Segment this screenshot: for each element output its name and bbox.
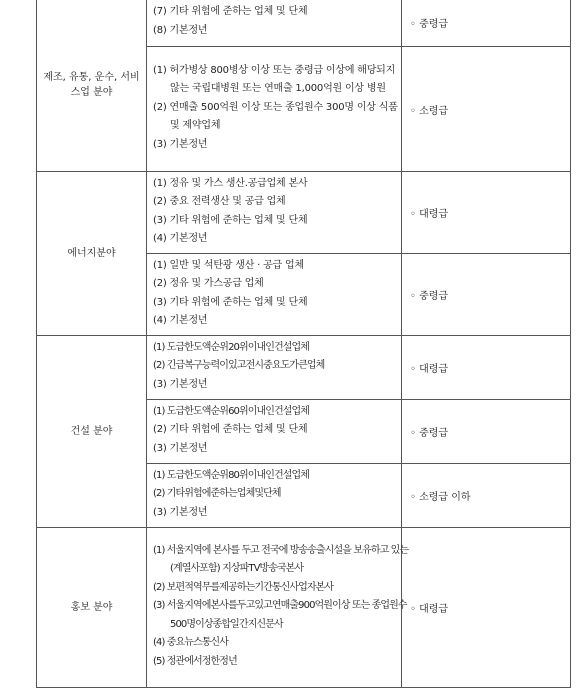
grade-cell: ◦ 소령급 이하 [402, 464, 571, 528]
grade-cell: ◦ 소령급 [402, 47, 571, 172]
criteria-line: (1) 정유 및 가스 생산.공급업체 본사 [153, 177, 308, 189]
grade-cell: ◦ 대령급 [402, 172, 571, 254]
sector-cell: 홍보 분야 [37, 528, 147, 688]
grade-cell: ◦ 대령급 [402, 336, 571, 400]
criteria-cell [147, 47, 402, 172]
criteria-line: (3) 기본정년 [153, 442, 208, 454]
criteria-cell [147, 528, 409, 688]
criteria-line: (5) 정관에서정한정년 [153, 655, 237, 667]
criteria-line: (4) 중요뉴스통신사 [153, 637, 229, 649]
criteria-line: (1) 도급한도액순위20위이내인건설업체 [153, 341, 310, 353]
military-grade-table [36, 0, 571, 688]
sector-cell: 제조, 유통, 운수, 서비스업 분야 [37, 0, 147, 172]
criteria-cell [147, 254, 402, 336]
criteria-cell [147, 172, 402, 254]
criteria-line: 및 제약업체 [170, 120, 221, 132]
criteria-line: (1) 도급한도액순위60위이내인건설업체 [153, 405, 310, 417]
criteria-line: (2) 중요 전력생산 및 공급 업체 [153, 196, 286, 207]
criteria-cell [147, 400, 402, 464]
criteria-line: (4) 기본정년 [153, 233, 208, 244]
criteria-line: (7) 기타 위험에 준하는 업체 및 단체 [153, 6, 308, 17]
criteria-line: 500명이상종합일간지신문사 [170, 618, 283, 630]
grade-cell: ◦ 중령급 [402, 254, 571, 336]
criteria-line: (1) 허가병상 800병상 이상 또는 중령급 이상에 해당되지 [153, 64, 396, 76]
criteria-line: (2) 기타 위험에 준하는 업체 및 단체 [153, 424, 308, 436]
criteria-cell [147, 0, 402, 47]
criteria-line: (2) 정유 및 가스공급 업체 [153, 278, 264, 289]
criteria-line: (2) 긴급복구능력이있고전시중요도가큰업체 [153, 360, 325, 372]
criteria-cell [147, 464, 402, 528]
criteria-line: (3) 기타 위험에 준하는 업체 및 단체 [153, 214, 308, 226]
criteria-line: 않는 국립대병원 또는 연매출 1,000억원 이상 병원 [170, 83, 386, 95]
criteria-line: (3) 기타 위험에 준하는 업체 및 단체 [153, 296, 308, 308]
table-row [37, 0, 571, 47]
criteria-line: (4) 기본정년 [153, 315, 208, 326]
grade-cell: ◦ 대령급 [402, 528, 571, 688]
criteria-line: (1) 일반 및 석탄광 생산 · 공급 업체 [153, 259, 304, 271]
criteria-line: (3) 기본정년 [153, 506, 208, 518]
sector-cell: 건설 분야 [37, 336, 147, 528]
criteria-line: (3) 기본정년 [153, 138, 208, 150]
criteria-line: (8) 기본정년 [153, 24, 208, 36]
criteria-cell [147, 336, 402, 400]
grade-cell: ◦ 중령급 [402, 0, 571, 47]
criteria-line: (1) 서울지역에 본사를 두고 전국에 방송송출시설을 보유하고 있는 [153, 544, 409, 556]
criteria-line: (2) 기타위험에준하는업체및단체 [153, 488, 281, 500]
criteria-line: (3) 서울지역에본사를두고있고연매출900억원이상 또는 종업원수 [153, 600, 407, 612]
criteria-line: (계열사포함) 지상파TV방송국본사 [170, 563, 304, 575]
criteria-line: (2) 보편적역무를제공하는기간통신사업자본사 [153, 581, 334, 593]
criteria-line: (3) 기본정년 [153, 378, 208, 390]
sector-cell: 에너지분야 [37, 172, 147, 336]
criteria-line: (1) 도급한도액순위80위이내인건설업체 [153, 469, 310, 481]
table-row [37, 172, 571, 254]
table-row [37, 528, 571, 688]
table-row [37, 336, 571, 400]
grade-cell: ◦ 중령급 [402, 400, 571, 464]
criteria-line: (2) 연매출 500억원 이상 또는 종업원수 300명 이상 식품 [153, 101, 398, 113]
